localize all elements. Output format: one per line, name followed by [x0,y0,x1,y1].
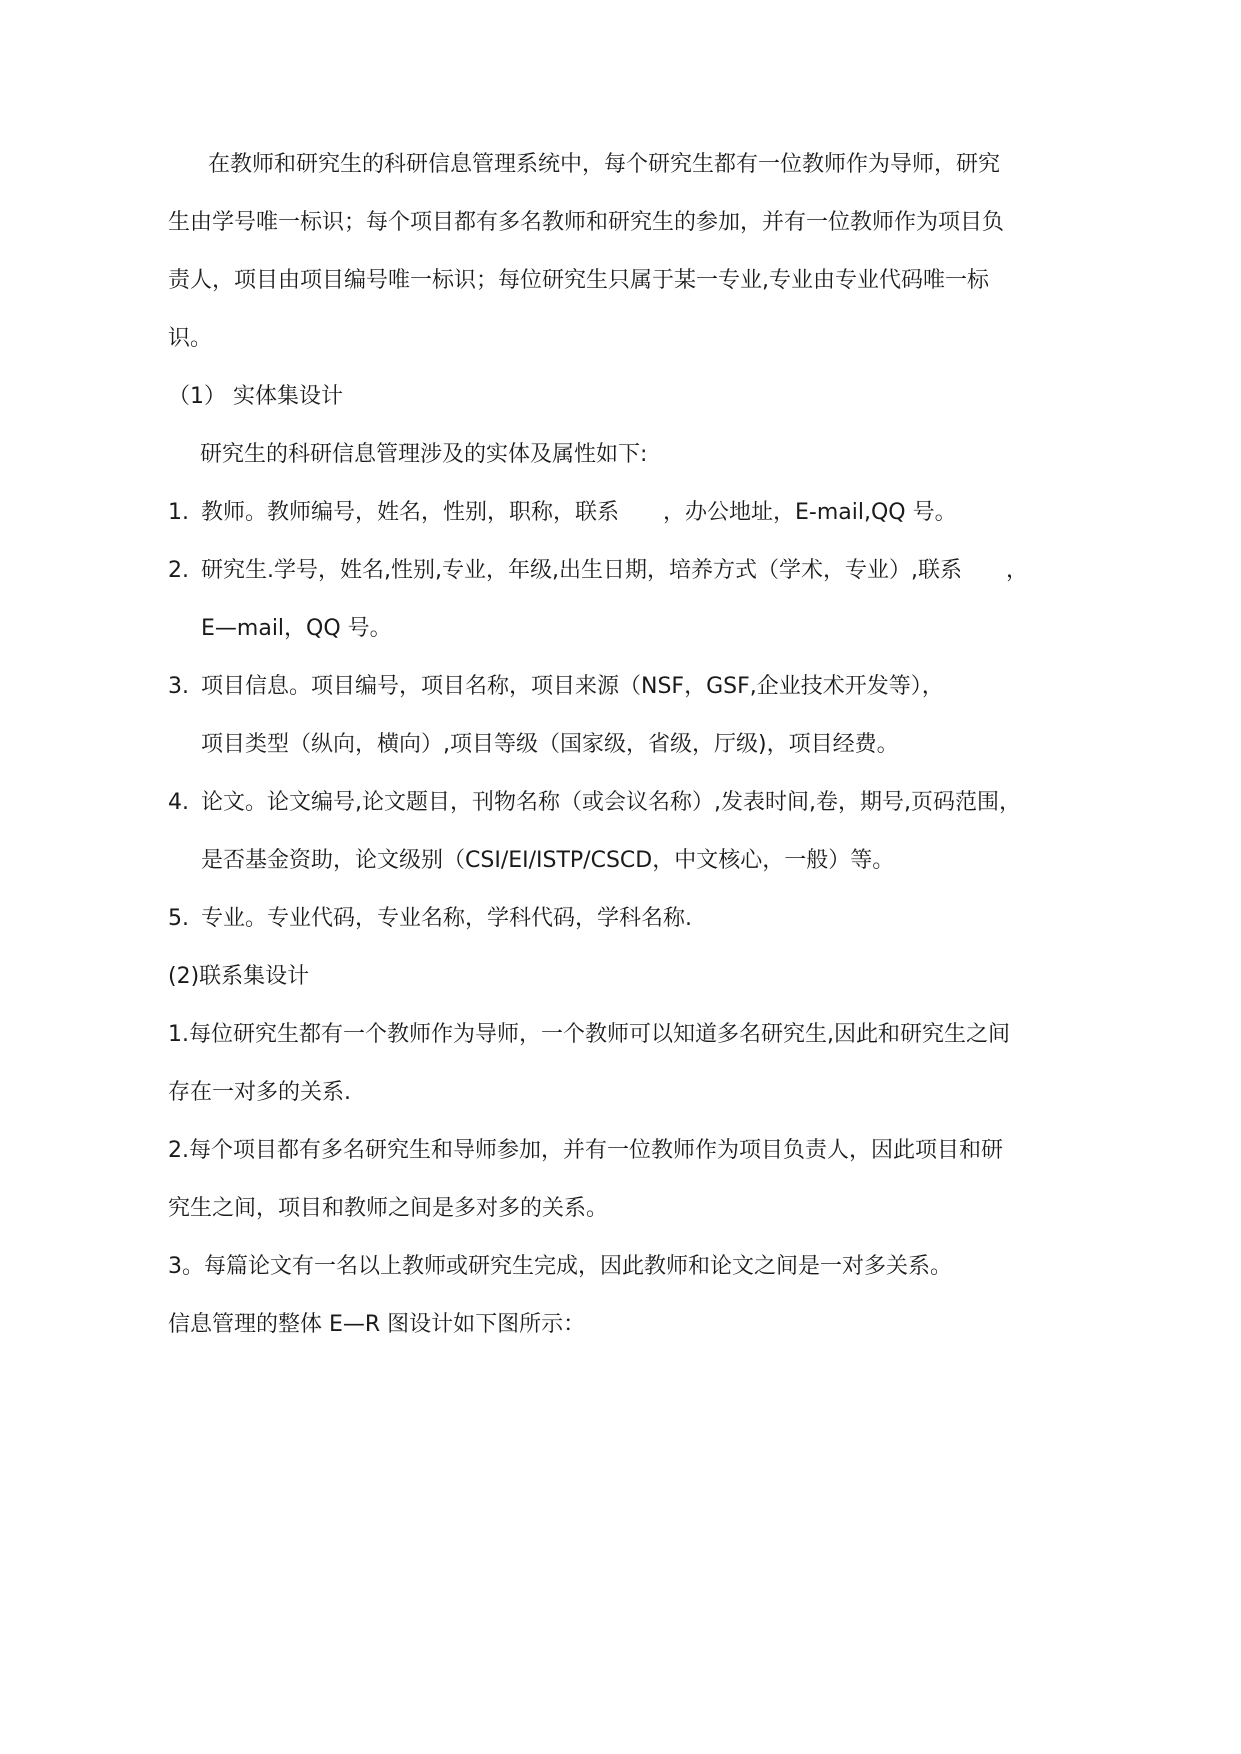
paragraph-line: 2.每个项目都有多名研究生和导师参加，并有一位教师作为项目负责人，因此项目和研 [168,1138,1003,1163]
intro-line-4: 识。 [168,326,213,351]
list-item-number: 1. [168,500,189,525]
section1-heading: （1） 实体集设计 [168,384,343,409]
paragraph-line: 存在一对多的关系. [168,1080,351,1105]
list-item-text: 教师。教师编号，姓名，性别，职称，联系 ，办公地址，E-mail,QQ 号。 [201,500,957,525]
list-item-number: 2. [168,558,189,583]
list-item-text: 项目类型（纵向，横向）,项目等级（国家级，省级，厅级)，项目经费。 [201,732,899,757]
list-item-number: 3. [168,674,189,699]
list-item-text: 是否基金资助，论文级别（CSI/EI/ISTP/CSCD，中文核心，一般）等。 [201,848,895,873]
list-item-number: 4. [168,790,189,815]
list-item-text: E—mail，QQ 号。 [201,616,392,641]
list-item-number: 5. [168,906,189,931]
intro-line-3: 责人，项目由项目编号唯一标识；每位研究生只属于某一专业,专业由专业代码唯一标 [168,268,989,293]
intro-line-1: 在教师和研究生的科研信息管理系统中，每个研究生都有一位教师作为导师，研究 [208,152,1001,177]
paragraph-line: 3。每篇论文有一名以上教师或研究生完成，因此教师和论文之间是一对多关系。 [168,1254,952,1279]
paragraph-line: 1.每位研究生都有一个教师作为导师，一个教师可以知道多名研究生,因此和研究生之间 [168,1022,1010,1047]
list-item-text: 论文。论文编号,论文题目，刊物名称（或会议名称）,发表时间,卷，期号,页码范围， [201,790,1021,815]
list-item-text: 专业。专业代码，专业名称，学科代码，学科名称. [201,906,692,931]
paragraph-line: 究生之间，项目和教师之间是多对多的关系。 [168,1196,609,1221]
section1-lead: 研究生的科研信息管理涉及的实体及属性如下: [200,442,648,467]
section2-heading: (2)联系集设计 [168,964,310,989]
intro-line-2: 生由学号唯一标识；每个项目都有多名教师和研究生的参加，并有一位教师作为项目负 [168,210,1005,235]
closing-line: 信息管理的整体 E—R 图设计如下图所示： [168,1312,586,1337]
list-item-text: 研究生.学号，姓名,性别,专业，年级,出生日期，培养方式（学术，专业）,联系 ， [201,558,1028,583]
list-item-text: 项目信息。项目编号，项目名称，项目来源（NSF，GSF,企业技术开发等）， [201,674,944,699]
